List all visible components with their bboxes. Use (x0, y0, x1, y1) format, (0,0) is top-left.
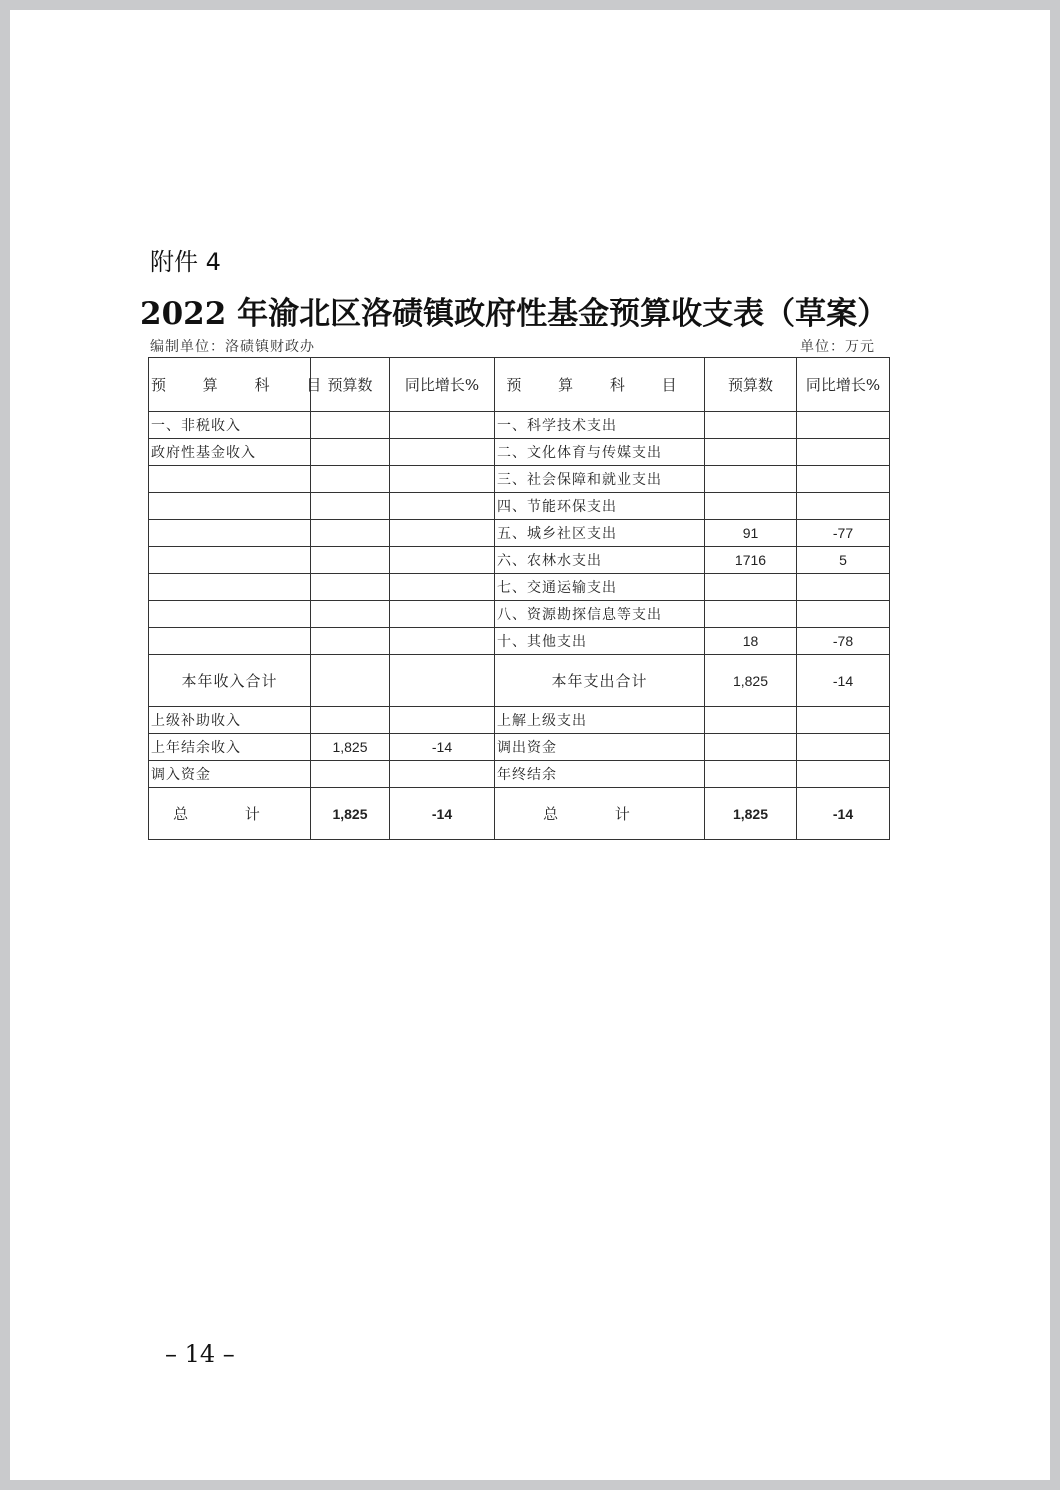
table-row (149, 574, 890, 601)
attachment-label: 附件 4 (150, 248, 221, 276)
subtotal-income-budget (311, 655, 390, 707)
expense-yoy-cell: -78 (797, 628, 890, 655)
income-yoy-cell (390, 412, 495, 439)
table-row (149, 547, 890, 574)
table-row (149, 412, 890, 439)
total-expense-budget: 1,825 (705, 788, 797, 840)
expense-yoy-cell (797, 439, 890, 466)
total-income-label: 总 计 (149, 788, 311, 840)
expense-yoy-cell (797, 734, 890, 761)
table-row (149, 439, 890, 466)
table-row (149, 601, 890, 628)
expense-item-cell: 六、农林水支出 (495, 547, 705, 574)
expense-yoy-cell: -77 (797, 520, 890, 547)
total-income-budget: 1,825 (311, 788, 390, 840)
subtotal-expense-budget: 1,825 (705, 655, 797, 707)
expense-budget-cell (705, 601, 797, 628)
income-budget-cell (311, 601, 390, 628)
income-yoy-cell (390, 707, 495, 734)
income-budget-cell (311, 520, 390, 547)
income-budget-cell (311, 493, 390, 520)
subtotal-row (149, 655, 890, 707)
income-budget-cell (311, 466, 390, 493)
expense-item-cell: 四、节能环保支出 (495, 493, 705, 520)
expense-budget-cell (705, 466, 797, 493)
total-income-yoy: -14 (390, 788, 495, 840)
expense-item-cell: 十、其他支出 (495, 628, 705, 655)
subtotal-expense-yoy: -14 (797, 655, 890, 707)
expense-item-cell: 调出资金 (495, 734, 705, 761)
expense-budget-cell (705, 493, 797, 520)
income-budget-cell (311, 574, 390, 601)
income-budget-cell (311, 439, 390, 466)
header-expense-item: 预 算 科 目 (495, 358, 705, 412)
expense-budget-cell (705, 707, 797, 734)
header-income-yoy: 同比增长% (390, 358, 495, 412)
income-yoy-cell (390, 761, 495, 788)
total-expense-label: 总 计 (495, 788, 705, 840)
income-yoy-cell (390, 439, 495, 466)
header-expense-yoy: 同比增长% (797, 358, 890, 412)
expense-budget-cell (705, 574, 797, 601)
income-item-cell: 调入资金 (149, 761, 311, 788)
income-item-cell (149, 601, 311, 628)
expense-budget-cell (705, 439, 797, 466)
expense-item-cell: 年终结余 (495, 761, 705, 788)
expense-budget-cell (705, 734, 797, 761)
income-yoy-cell (390, 493, 495, 520)
income-budget-cell (311, 412, 390, 439)
subtotal-income-label: 本年收入合计 (149, 655, 311, 707)
income-yoy-cell (390, 601, 495, 628)
expense-item-cell: 一、科学技术支出 (495, 412, 705, 439)
table-row (149, 761, 890, 788)
expense-yoy-cell (797, 493, 890, 520)
table-header-row (149, 358, 890, 412)
expense-yoy-cell (797, 466, 890, 493)
expense-yoy-cell (797, 412, 890, 439)
income-budget-cell (311, 707, 390, 734)
income-item-cell: 政府性基金收入 (149, 439, 311, 466)
income-yoy-cell (390, 628, 495, 655)
document-page (10, 10, 1050, 1480)
income-item-cell (149, 466, 311, 493)
table-row (149, 734, 890, 761)
income-yoy-cell: -14 (390, 734, 495, 761)
income-budget-cell (311, 761, 390, 788)
income-item-cell (149, 493, 311, 520)
table-row (149, 466, 890, 493)
unit-label: 单位：万元 (800, 339, 875, 355)
page-number: – 14 – (165, 1340, 235, 1368)
expense-budget-cell: 18 (705, 628, 797, 655)
header-expense-budget: 预算数 (705, 358, 797, 412)
subtotal-expense-label: 本年支出合计 (495, 655, 705, 707)
expense-item-cell: 八、资源勘探信息等支出 (495, 601, 705, 628)
expense-yoy-cell (797, 761, 890, 788)
table-row (149, 520, 890, 547)
page-title: 2022 年渝北区洛碛镇政府性基金预算收支表（草案） (140, 296, 889, 332)
income-item-cell: 一、非税收入 (149, 412, 311, 439)
compiling-unit: 编制单位：洛碛镇财政办 (150, 339, 315, 355)
income-budget-cell (311, 628, 390, 655)
income-item-cell (149, 628, 311, 655)
table-row (149, 493, 890, 520)
table-row (149, 628, 890, 655)
income-item-cell (149, 574, 311, 601)
header-income-budget: 预算数 (311, 358, 390, 412)
income-budget-cell (311, 547, 390, 574)
income-yoy-cell (390, 547, 495, 574)
header-income-item: 预 算 科 目 (149, 358, 311, 412)
subtotal-income-yoy (390, 655, 495, 707)
budget-table (148, 357, 890, 840)
expense-yoy-cell (797, 707, 890, 734)
income-yoy-cell (390, 520, 495, 547)
expense-budget-cell: 91 (705, 520, 797, 547)
expense-budget-cell (705, 412, 797, 439)
income-item-cell (149, 547, 311, 574)
expense-item-cell: 三、社会保障和就业支出 (495, 466, 705, 493)
expense-item-cell: 七、交通运输支出 (495, 574, 705, 601)
expense-item-cell: 二、文化体育与传媒支出 (495, 439, 705, 466)
expense-budget-cell (705, 761, 797, 788)
expense-item-cell: 上解上级支出 (495, 707, 705, 734)
expense-yoy-cell: 5 (797, 547, 890, 574)
total-expense-yoy: -14 (797, 788, 890, 840)
table-row (149, 707, 890, 734)
income-yoy-cell (390, 466, 495, 493)
income-item-cell: 上年结余收入 (149, 734, 311, 761)
expense-item-cell: 五、城乡社区支出 (495, 520, 705, 547)
income-yoy-cell (390, 574, 495, 601)
expense-yoy-cell (797, 574, 890, 601)
income-item-cell: 上级补助收入 (149, 707, 311, 734)
income-budget-cell: 1,825 (311, 734, 390, 761)
expense-yoy-cell (797, 601, 890, 628)
income-item-cell (149, 520, 311, 547)
total-row (149, 788, 890, 840)
expense-budget-cell: 1716 (705, 547, 797, 574)
